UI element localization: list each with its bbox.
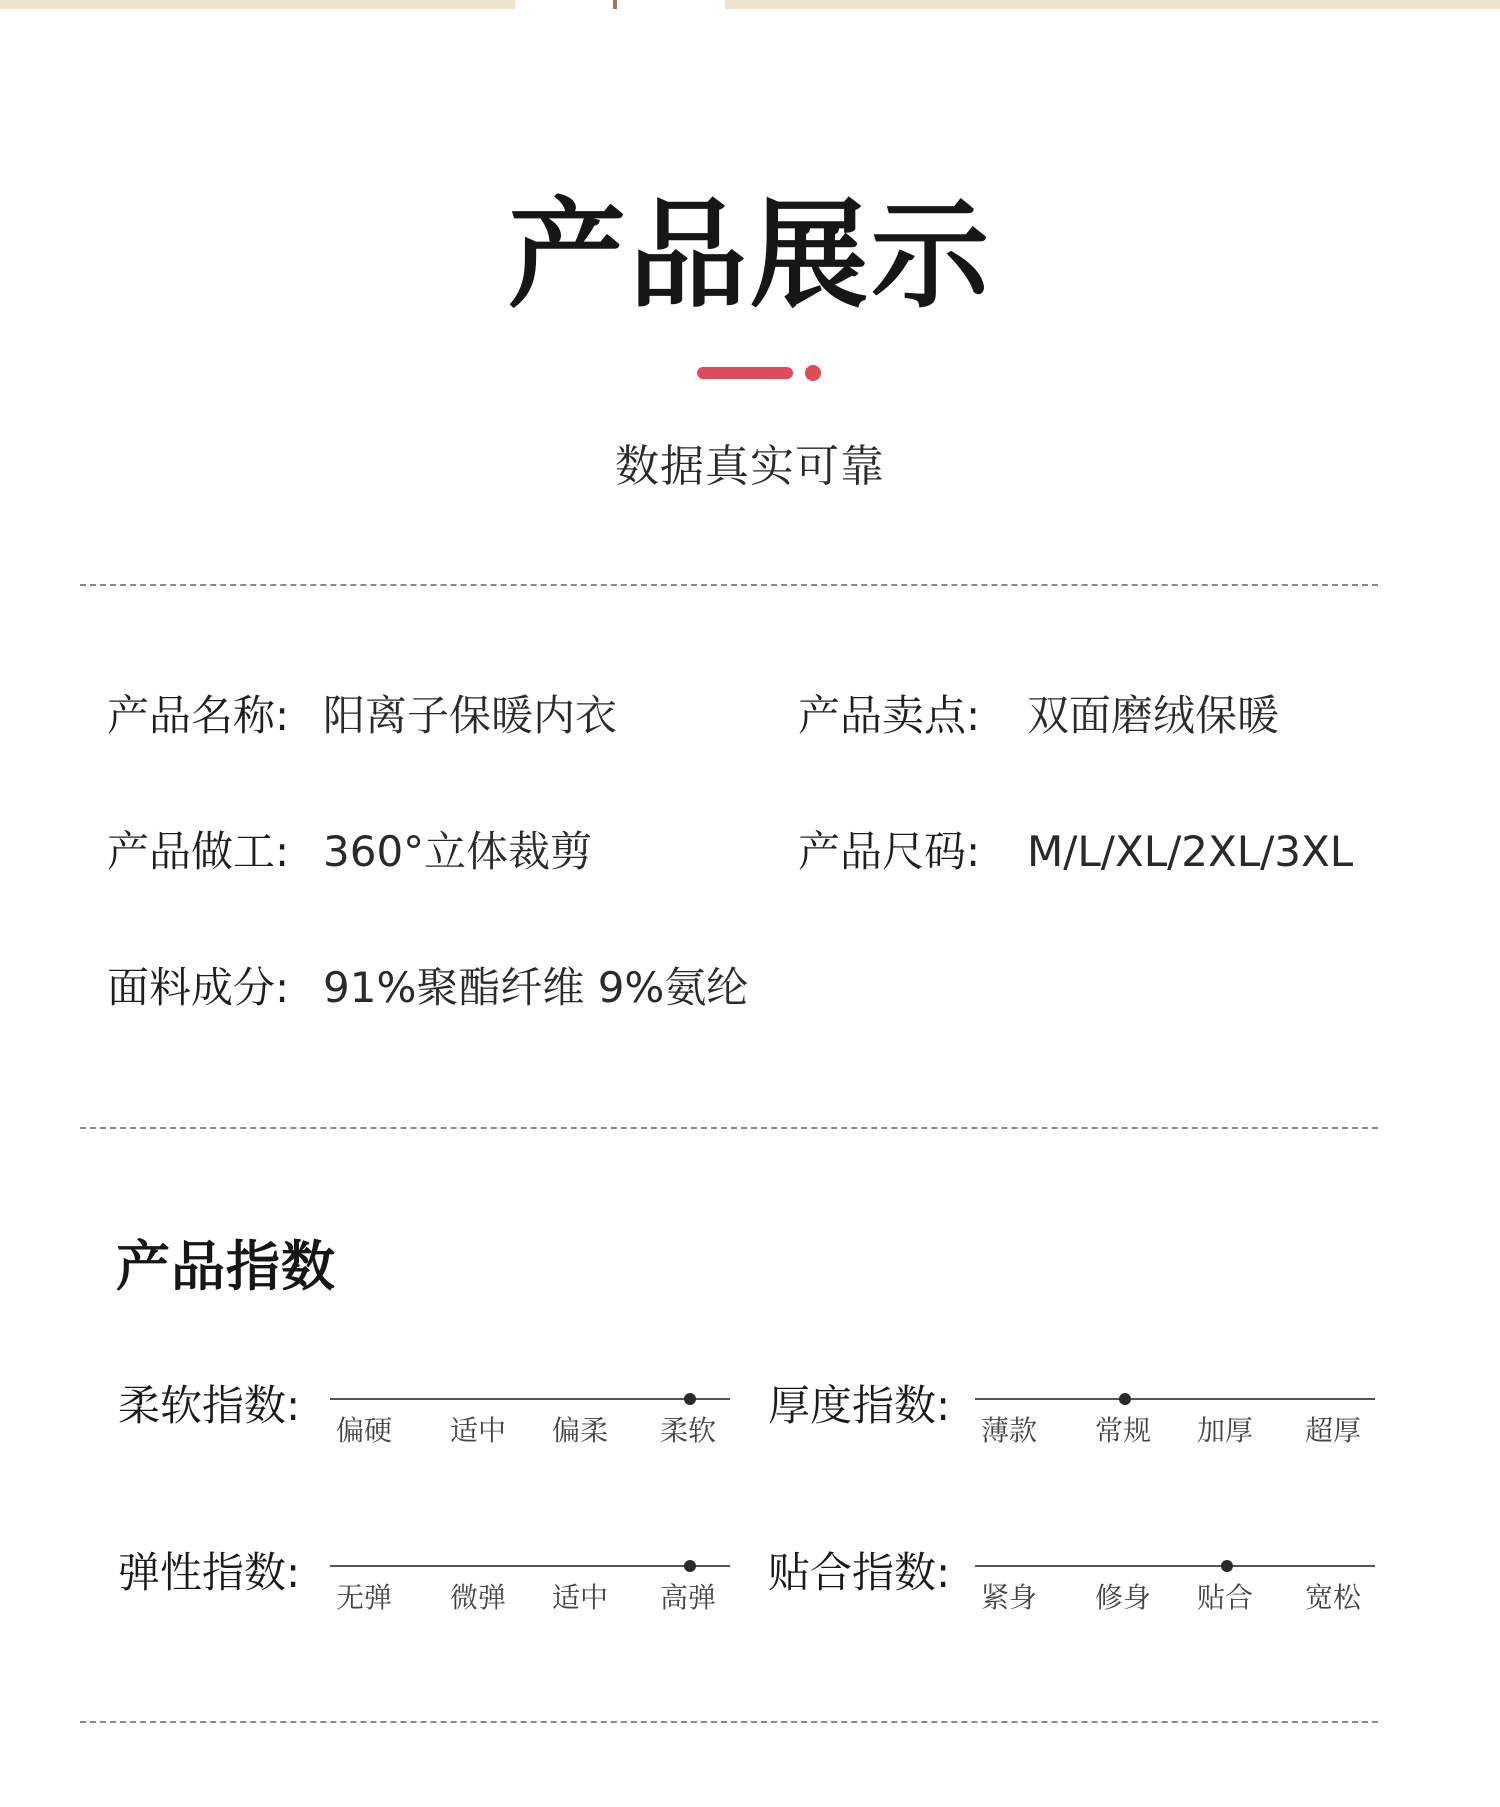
spec-value: 360°立体裁剪 [323, 827, 593, 876]
divider-bottom [80, 1721, 1378, 1723]
spec-value: 双面磨绒保暖 [1027, 691, 1280, 740]
spec-sizes [798, 822, 1353, 882]
spec-label: 产品尺码: [798, 827, 981, 876]
spec-label: 产品名称: [107, 691, 290, 740]
divider-top [80, 584, 1378, 586]
index-option-label: 薄款 [980, 1414, 1037, 1447]
index-axis-line [330, 1565, 730, 1567]
divider-middle [80, 1127, 1378, 1129]
index-label-thickness: 厚度指数: [768, 1381, 951, 1430]
spec-label: 产品做工: [107, 827, 290, 876]
index-option-label: 贴合 [1196, 1581, 1253, 1614]
index-option-label: 超厚 [1304, 1414, 1361, 1447]
title-accent [0, 365, 1500, 381]
banner-image-fragment [515, 0, 725, 9]
index-option-label: 紧身 [980, 1581, 1037, 1614]
index-axis-line [975, 1398, 1375, 1400]
index-selected-marker [684, 1393, 696, 1405]
spec-product-name [107, 686, 617, 746]
spec-value: 91%聚酯纤维 9%氨纶 [323, 963, 749, 1012]
spec-value: M/L/XL/2XL/3XL [1027, 827, 1354, 876]
banner-image-edge [613, 0, 617, 9]
index-option-label: 高弹 [659, 1581, 716, 1614]
index-option-label: 宽松 [1304, 1581, 1361, 1614]
index-option-label: 加厚 [1196, 1414, 1253, 1447]
spec-fabric [107, 958, 748, 1018]
index-label-softness: 柔软指数: [118, 1381, 301, 1430]
spec-label: 面料成分: [107, 963, 290, 1012]
index-scale-thickness [975, 1385, 1375, 1455]
index-axis-line [975, 1565, 1375, 1567]
index-scale-fit [975, 1552, 1375, 1622]
index-option-label: 适中 [551, 1581, 608, 1614]
index-axis-line [330, 1398, 730, 1400]
page-title: 产品展示 [507, 186, 992, 324]
index-selected-marker [1119, 1393, 1131, 1405]
index-option-label: 无弹 [335, 1581, 392, 1614]
spec-value: 阳离子保暖内衣 [323, 691, 618, 740]
index-scale-elasticity [330, 1552, 730, 1622]
index-option-label: 偏柔 [551, 1414, 608, 1447]
indices-title: 产品指数 [116, 1235, 336, 1298]
top-banner-strip [0, 0, 1500, 9]
index-option-label: 适中 [449, 1414, 506, 1447]
index-option-label: 微弹 [449, 1581, 506, 1614]
index-option-label: 常规 [1094, 1414, 1151, 1447]
accent-dot [805, 365, 821, 381]
page-subtitle: 数据真实可靠 [615, 441, 885, 492]
index-label-elasticity: 弹性指数: [118, 1548, 301, 1597]
index-scale-softness [330, 1385, 730, 1455]
spec-selling-point [798, 686, 1279, 746]
index-label-fit: 贴合指数: [768, 1548, 951, 1597]
index-option-label: 偏硬 [335, 1414, 392, 1447]
index-option-label: 柔软 [659, 1414, 716, 1447]
index-option-label: 修身 [1094, 1581, 1151, 1614]
index-selected-marker [684, 1560, 696, 1572]
index-selected-marker [1221, 1560, 1233, 1572]
accent-bar [697, 367, 793, 379]
spec-label: 产品卖点: [798, 691, 981, 740]
spec-workmanship [107, 822, 592, 882]
